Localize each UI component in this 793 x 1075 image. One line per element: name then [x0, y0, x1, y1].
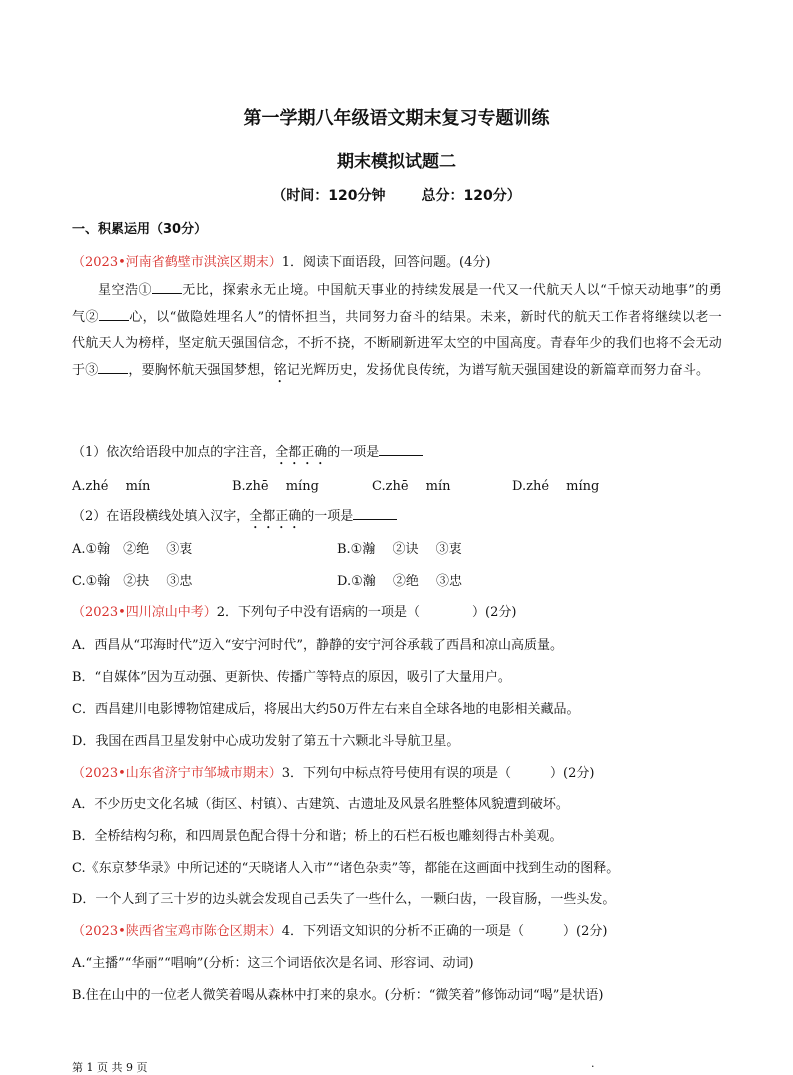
question-1-header [72, 251, 490, 270]
option-a: A.①翰 ②绝 ③衷 [72, 542, 193, 557]
fill-blank [152, 281, 182, 294]
dotted-char: 铭 [273, 362, 287, 378]
question-4-header [72, 920, 607, 939]
question-2-header [72, 601, 516, 620]
document-subtitle: 期末模拟试题二 [337, 152, 456, 172]
question-1-passage: 星空浩① 无比，探索永无止境。中国航天事业的持续发展是一代又一代航天人以“千惊天动地事”的勇气② 心，以“做隐姓埋名人”的情怀担当，共同努力奋斗的结果。未来，新时代的航天工作者将继续以老一代航天人为榜样，坚定航天强国信念，不折不挠，不断刷新进军太空的中国高度。青春年少的我们也将不会无动于③ ，要胸怀航天强国梦想，铭记光辉历史，发扬优良传统，为谱写航天强国建设的新篇章而努力奋斗。 [72, 283, 723, 378]
document-title: 第一学期八年级语文期末复习专题训练 [243, 108, 550, 129]
option-a: A．不少历史文化名城（街区、村镇）、古建筑、古遗址及风景名胜整体风貌遭到破坏。 [72, 797, 569, 812]
option-d: D.zhé míng [512, 479, 600, 494]
answer-blank [353, 507, 397, 520]
option-a: A．西昌从“邛海时代”迈入“安宁河时代”，静静的安宁河谷承载了西昌和凉山高质量。 [72, 638, 563, 653]
option-b: B．“自媒体”因为互动强、更新快、传播广等特点的原因，吸引了大量用户。 [72, 670, 511, 685]
question-3-header [72, 762, 594, 781]
section-heading: 一、积累运用（30分） [72, 222, 208, 237]
option-a: A.zhé mín [72, 479, 151, 494]
sub-question-1: （1）依次给语段中加点的字注音，全都正确的一项是 [72, 441, 423, 468]
question-source: （2023•河南省鹤壁市淇滨区期末） [72, 255, 282, 270]
option-c: C.①翰 ②抉 ③忠 [72, 574, 193, 589]
fill-blank [99, 308, 129, 321]
answer-blank [379, 443, 423, 456]
option-b: B.zhē míng [232, 479, 319, 494]
exam-info [0, 185, 793, 205]
question-source: （2023•四川凉山中考） [72, 605, 217, 620]
option-d: D．一个人到了三十岁的边头就会发现自己丢失了一些什么，一颗臼齿，一段盲肠，一些头发。 [72, 892, 616, 907]
option-d: D．我国在西昌卫星发射中心成功发射了第五十六颗北斗导航卫星。 [72, 734, 460, 749]
fill-blank [98, 361, 128, 374]
option-c: C.zhē mín [372, 479, 451, 494]
question-source: （2023•山东省济宁市邹城市期末） [72, 766, 282, 781]
sub-question-2: （2）在语段横线处填入汉字，全都正确的一项是 [72, 505, 397, 532]
option-c: C.《东京梦华录》中所记述的“天晓诸人入市”“诸色杂卖”等，都能在这画面中找到生动的图释。 [72, 861, 620, 876]
option-b: B.住在山中的一位老人微笑着喝从森林中打来的泉水。(分析：“微笑着”修饰动词“喝”是状语) [72, 988, 604, 1003]
question-stem: 3．下列句中标点符号使用有误的项是（ ）(2分) [281, 766, 595, 781]
question-stem: 1．阅读下面语段，回答问题。(4分) [281, 255, 491, 270]
option-c: C．西昌建川电影博物馆建成后，将展出大约50万件左右来自全球各地的电影相关藏品。 [72, 702, 580, 717]
question-stem: 4．下列语文知识的分析不正确的一项是（ ）(2分) [281, 924, 608, 939]
option-b: B.①瀚 ②诀 ③衷 [337, 542, 462, 557]
question-stem: 2．下列句子中没有语病的一项是（ ）(2分) [216, 605, 517, 620]
exam-total: 总分：120分） [421, 188, 521, 204]
page-number: 第 1 页 共 9 页 [72, 1061, 148, 1074]
option-a: A.“主播”“华丽”“唱响”(分析：这三个词语依次是名词、形容词、动词) [72, 956, 474, 971]
footer-mark: . [591, 1057, 595, 1070]
option-d: D.①瀚 ②绝 ③忠 [337, 574, 463, 589]
question-source: （2023•陕西省宝鸡市陈仓区期末） [72, 924, 282, 939]
option-b: B．全桥结构匀称，和四周景色配合得十分和谐；桥上的石栏石板也雕刻得古朴美观。 [72, 829, 563, 844]
exam-time: （时间：120分钟 [272, 188, 386, 204]
